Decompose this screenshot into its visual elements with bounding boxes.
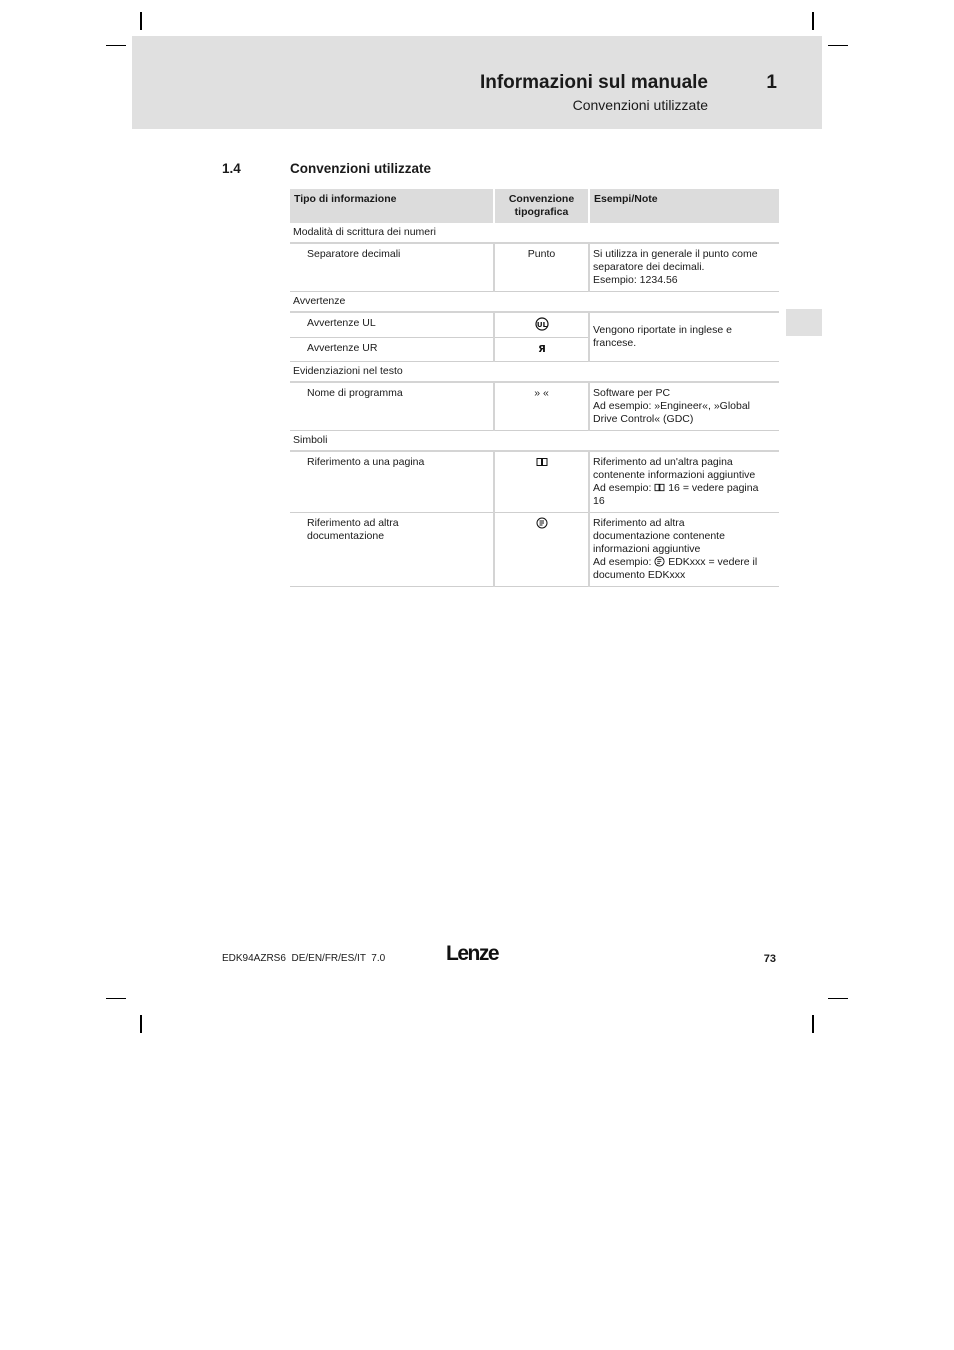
page-title: Informazioni sul manuale — [479, 72, 708, 93]
header-examples: Esempi/Note — [589, 189, 779, 223]
note-line: documentazione contenente — [593, 529, 725, 542]
row-convention — [494, 451, 589, 513]
row-label: Avvertenze UL — [290, 312, 494, 337]
note-prefix: Ad esempio: — [593, 481, 652, 494]
label-line: documentazione — [307, 529, 385, 542]
row-convention: » « — [494, 382, 589, 431]
group-label: Modalità di scrittura dei numeri — [290, 223, 779, 243]
row-convention — [494, 512, 589, 586]
row-note — [589, 512, 779, 586]
row-note — [589, 243, 779, 292]
note-line: documento EDKxxx — [593, 568, 686, 581]
note-line: Vengono riportate in inglese e — [593, 323, 732, 336]
book-icon — [654, 483, 665, 492]
group-label: Simboli — [290, 430, 779, 451]
chapter-number: 1 — [766, 72, 777, 93]
note-line: contenente informazioni aggiuntive — [593, 468, 756, 481]
crop-mark — [812, 12, 814, 30]
row-note — [589, 451, 779, 513]
group-label: Avvertenze — [290, 292, 779, 313]
documentation-reference-icon — [536, 517, 548, 529]
page-number: 73 — [763, 953, 776, 965]
table-row — [290, 312, 779, 337]
note-line: Ad esempio: »Engineer«, »Global — [593, 399, 751, 412]
section-title: Convenzioni utilizzate — [290, 161, 432, 176]
crop-mark — [828, 998, 848, 999]
crop-mark — [828, 45, 848, 46]
document-code: EDK94AZRS6 DE/EN/FR/ES/IT 7.0 — [222, 953, 386, 964]
note-line: francese. — [593, 336, 637, 349]
note-line: Si utilizza in generale il punto come — [593, 248, 758, 260]
note-suffix: 16 = vedere pagina — [668, 481, 759, 494]
note-line — [593, 482, 776, 495]
header-info-type: Tipo di informazione — [290, 189, 494, 223]
row-convention — [494, 337, 589, 361]
table-row — [290, 382, 779, 431]
crop-mark — [106, 45, 126, 46]
lenze-logo: Lenze — [446, 942, 499, 965]
note-line: separatore dei decimali. — [593, 261, 705, 273]
group-row-highlights — [290, 361, 779, 382]
group-label: Evidenziazioni nel testo — [290, 361, 779, 382]
crop-mark — [140, 1015, 142, 1033]
table-row — [290, 243, 779, 292]
crop-mark — [812, 1015, 814, 1033]
row-convention: Punto — [494, 243, 589, 292]
note-line — [593, 556, 776, 569]
note-line: Drive Control« (GDC) — [593, 412, 694, 425]
note-line: Software per PC — [593, 386, 671, 399]
header-convention — [494, 189, 589, 223]
ur-recognized-icon — [535, 342, 549, 354]
crop-mark — [106, 998, 126, 999]
book-icon — [536, 457, 548, 467]
row-convention — [494, 312, 589, 337]
note-line: Riferimento ad altra — [593, 516, 685, 529]
note-line: Esempio: 1234.56 — [593, 274, 678, 286]
table-row — [290, 451, 779, 513]
header-convention-line2: tipografica — [514, 206, 569, 218]
table-header-row — [290, 189, 779, 223]
chapter-side-tab — [786, 309, 822, 336]
page-subtitle: Convenzioni utilizzate — [572, 97, 708, 113]
documentation-reference-icon — [654, 556, 665, 567]
table-row — [290, 512, 779, 586]
crop-mark — [140, 12, 142, 30]
section-number: 1.4 — [222, 161, 241, 176]
note-line: 16 — [593, 494, 605, 507]
note-prefix: Ad esempio: — [593, 555, 652, 568]
row-label: Nome di programma — [290, 382, 494, 431]
conventions-table — [290, 189, 779, 587]
row-label — [290, 512, 494, 586]
svg-text:UL: UL — [536, 321, 547, 329]
ul-listed-icon — [535, 317, 549, 331]
group-row-numbers — [290, 223, 779, 243]
note-line: informazioni aggiuntive — [593, 542, 701, 555]
svg-text:Я: Я — [537, 343, 546, 354]
group-row-warnings — [290, 292, 779, 313]
group-row-symbols — [290, 430, 779, 451]
row-note — [589, 312, 779, 361]
label-line: Riferimento ad altra — [307, 516, 399, 529]
row-note — [589, 382, 779, 431]
row-label: Avvertenze UR — [290, 337, 494, 361]
note-suffix: EDKxxx = vedere il — [668, 555, 758, 568]
note-line: Riferimento ad un'altra pagina — [593, 455, 733, 468]
row-label: Riferimento a una pagina — [290, 451, 494, 513]
row-label: Separatore decimali — [290, 243, 494, 292]
header-convention-line1: Convenzione — [508, 193, 575, 205]
